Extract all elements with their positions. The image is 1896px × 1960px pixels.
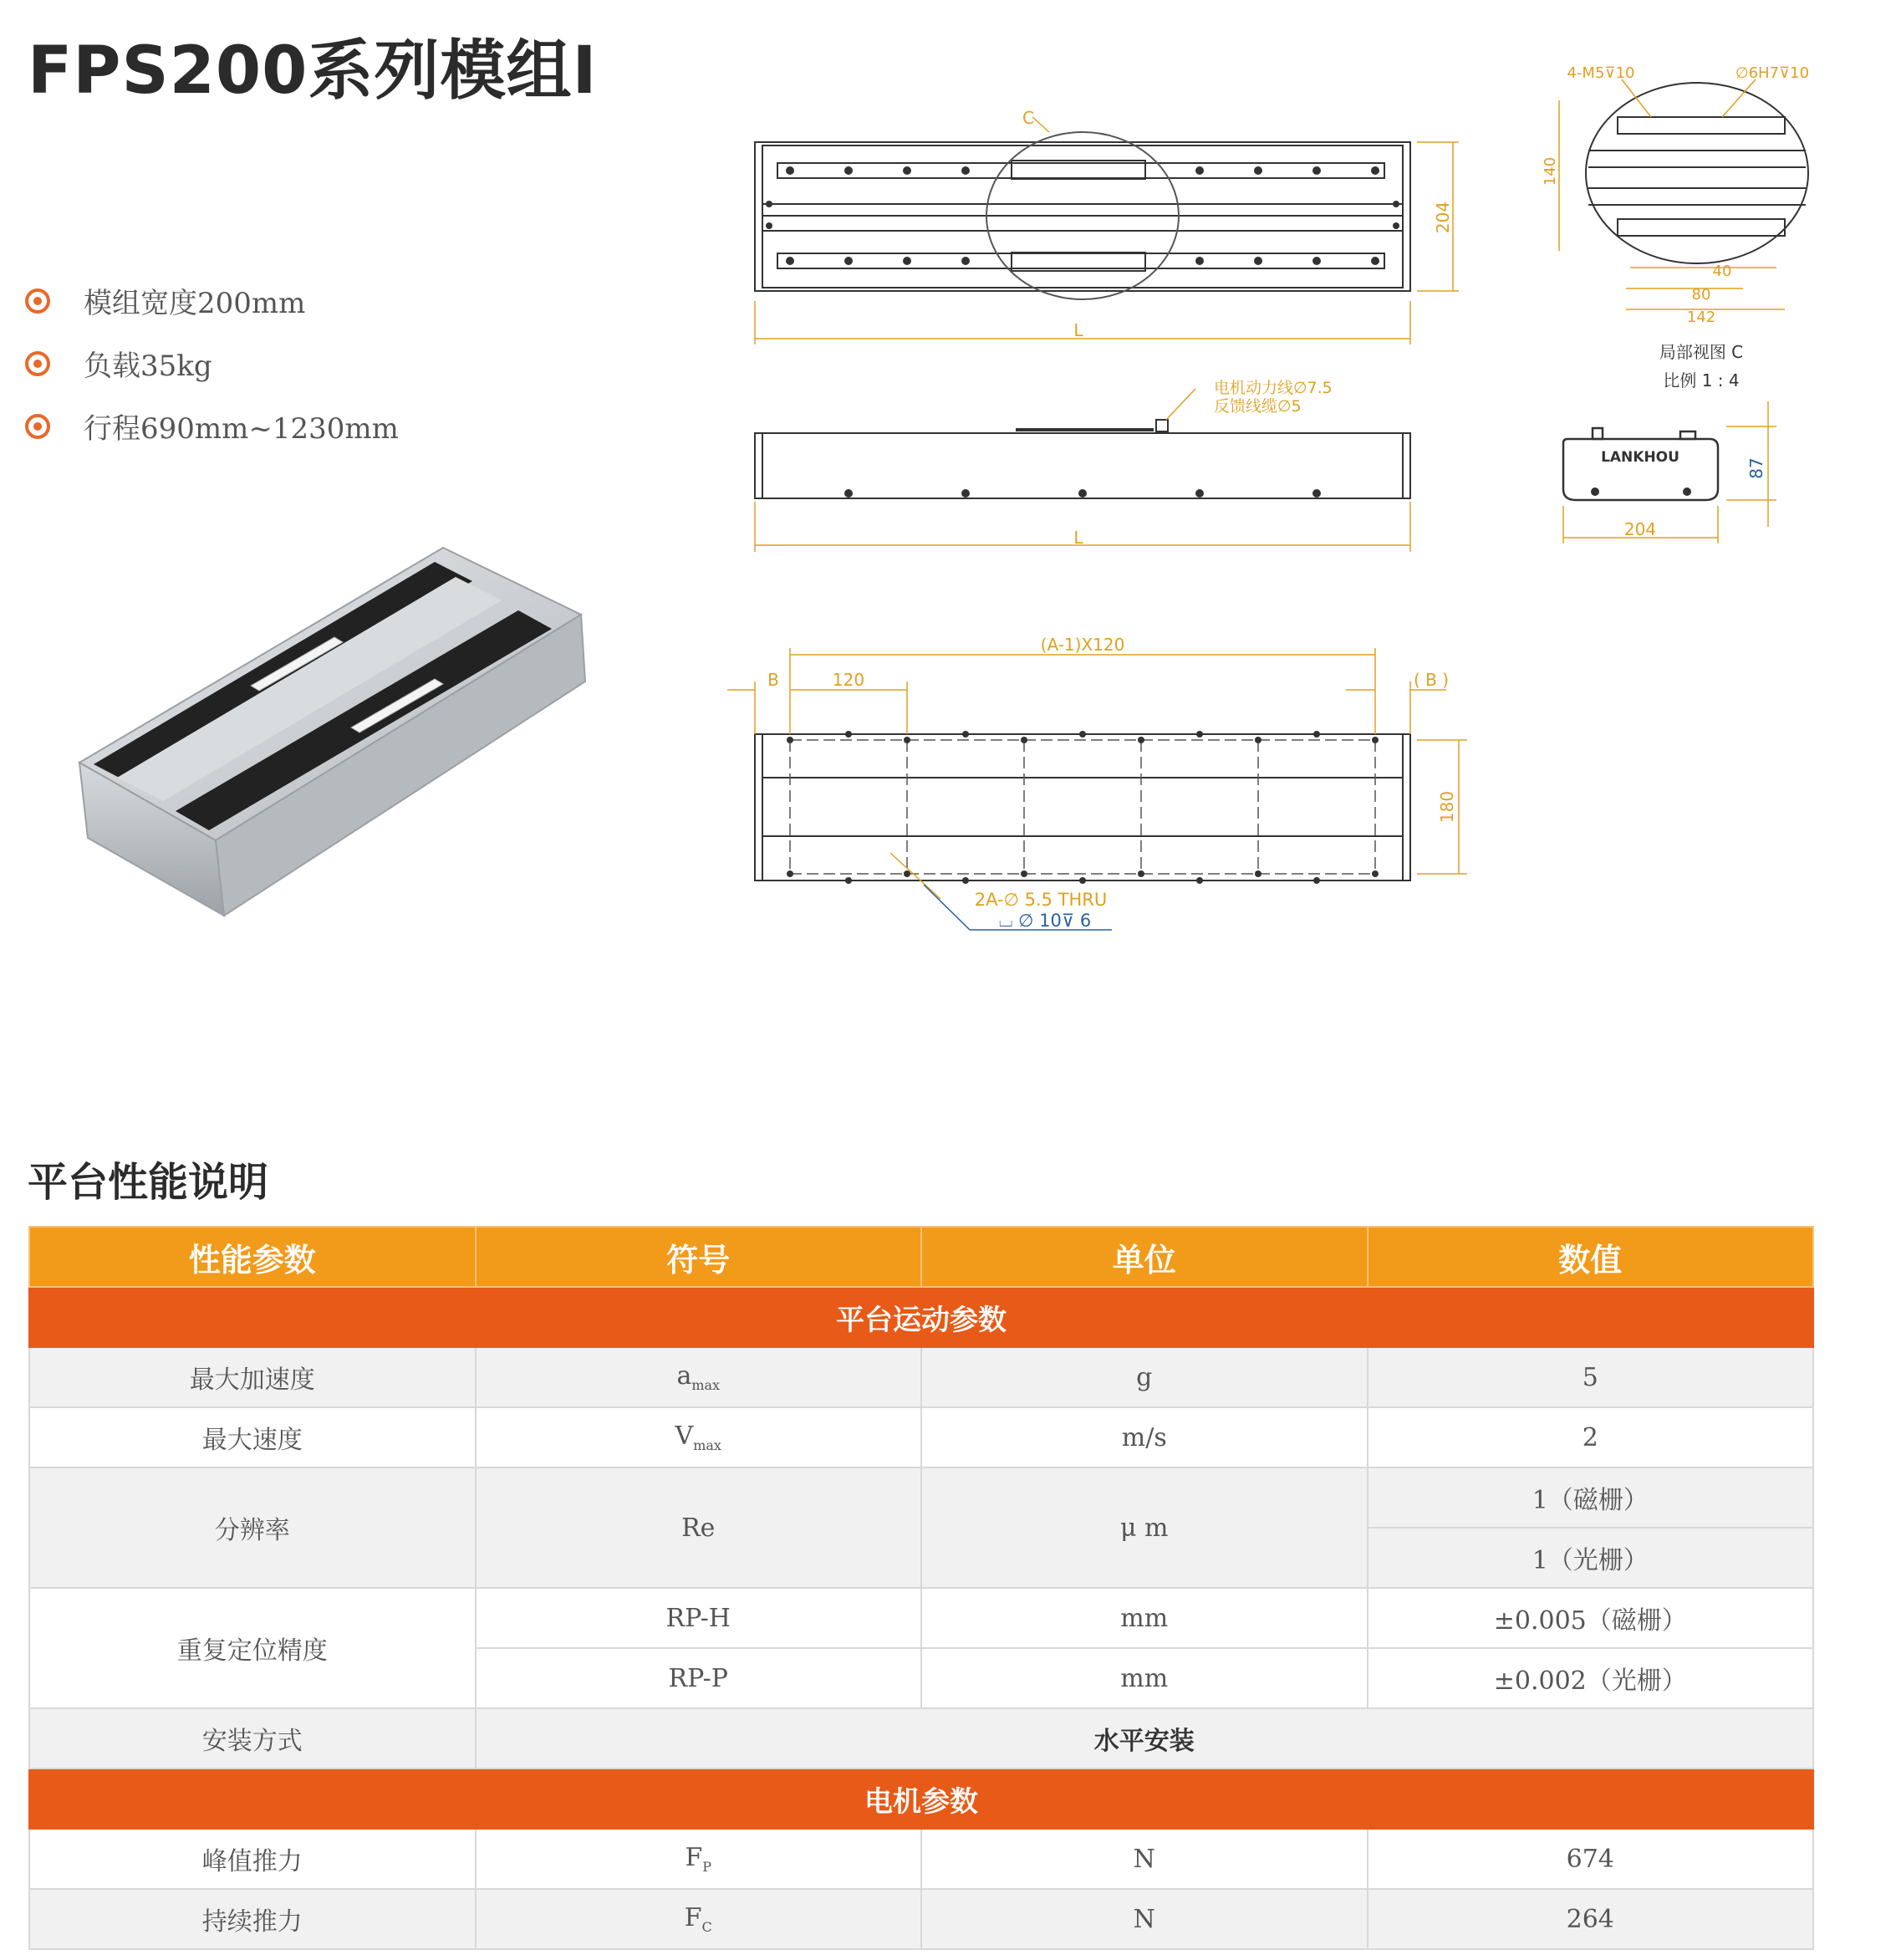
detail-140: 140 [1542,156,1559,186]
dim-l-side: L [1073,528,1083,548]
row-unit: g [921,1347,1368,1407]
header-value: 数值 [1368,1227,1814,1287]
header-symbol: 符号 [476,1227,922,1287]
detail-142: 142 [1686,309,1716,326]
feature-width: 模组宽度200mm [84,287,306,320]
dim-c: C [1022,108,1034,128]
row-value: 1（光栅） [1368,1528,1814,1588]
row-symbol: $F_C$ [476,1889,922,1949]
end-204: 204 [1623,519,1657,539]
detail-caption: 局部视图 C [1659,342,1744,362]
row-value: 2 [1368,1407,1814,1467]
row-unit: m/s [921,1407,1368,1467]
hole-spec-1: 2A-∅ 5.5 THRU [974,890,1108,910]
table-header-row [29,1227,1813,1287]
row-unit: N [921,1829,1368,1889]
row-name: 峰值推力 [29,1829,476,1889]
group-row-motor [29,1769,1813,1829]
detail-6h7: ∅6H7⊽10 [1735,64,1810,82]
row-symbol: $F_P$ [476,1829,922,1889]
top-view [755,132,1410,299]
row-unit: mm [921,1588,1368,1648]
cable-power: 电机动力线∅7.5 [1214,379,1333,397]
detail-view-c [1586,83,1808,263]
row-value: ±0.005（磁栅） [1368,1588,1814,1648]
detail-scale: 比例 1 : 4 [1663,370,1740,390]
table-row [29,1889,1813,1949]
row-name: 安装方式 [29,1708,476,1769]
row-unit: μ m [921,1467,1368,1588]
row-value: ±0.002（光栅） [1368,1648,1814,1708]
detail-dims [1559,79,1785,309]
row-symbol: Re [476,1467,922,1588]
product-render [79,548,585,916]
hole-spec-2: ⌴ ∅ 10⊽ 6 [998,911,1092,931]
detail-4m5: 4-M5⊽10 [1567,64,1635,82]
row-unit: mm [921,1648,1368,1708]
end-view-dims [1563,401,1776,544]
dim-180: 180 [1437,790,1457,824]
row-symbol: RP-P [476,1648,922,1708]
dim-b-left: B [767,670,779,690]
spec-table [28,1226,1814,1950]
table-row [29,1708,1813,1769]
header-param: 性能参数 [29,1227,476,1287]
dim-120: 120 [832,670,865,690]
cable-feedback: 反馈线缆∅5 [1214,397,1302,416]
row-name: 最大速度 [29,1407,476,1467]
row-name: 持续推力 [29,1889,476,1949]
row-name: 最大加速度 [29,1347,476,1407]
row-value: 264 [1368,1889,1814,1949]
feature-stroke: 行程690mm~1230mm [84,412,399,446]
row-name: 重复定位精度 [29,1588,476,1708]
header-unit: 单位 [921,1227,1368,1287]
end-87: 87 [1746,457,1766,479]
page-title: FPS200系列模组Ⅰ [28,33,598,109]
table-row [29,1829,1813,1889]
section-title: 平台性能说明 [28,1159,269,1206]
row-name: 分辨率 [29,1467,476,1588]
row-unit: N [921,1889,1368,1949]
row-value: 水平安装 [476,1708,1814,1769]
end-view-brand: LANKHOU [1601,449,1679,466]
detail-40: 40 [1712,263,1732,280]
row-value: 5 [1368,1347,1814,1407]
dim-l-top: L [1073,320,1083,340]
feature-load: 负载35kg [84,350,212,383]
group-motor-label: 电机参数 [29,1769,1813,1829]
table-row [29,1407,1813,1467]
group-row-motion [29,1287,1813,1347]
row-value: 1（磁栅） [1368,1467,1814,1528]
table-row [29,1467,1813,1528]
bottom-view [755,731,1410,884]
row-symbol: $a_{max}$ [476,1347,922,1407]
detail-80: 80 [1691,286,1711,304]
row-symbol: RP-H [476,1588,922,1648]
dim-pitch: (A-1)X120 [1040,635,1125,655]
row-value: 674 [1368,1829,1814,1889]
side-view [755,420,1410,498]
table-row [29,1588,1813,1648]
group-motion-label: 平台运动参数 [29,1287,1813,1347]
dim-b-right: ( B ) [1413,670,1450,690]
table-row [29,1347,1813,1407]
dim-204-top: 204 [1433,201,1453,234]
row-symbol: $V_{max}$ [476,1407,922,1467]
